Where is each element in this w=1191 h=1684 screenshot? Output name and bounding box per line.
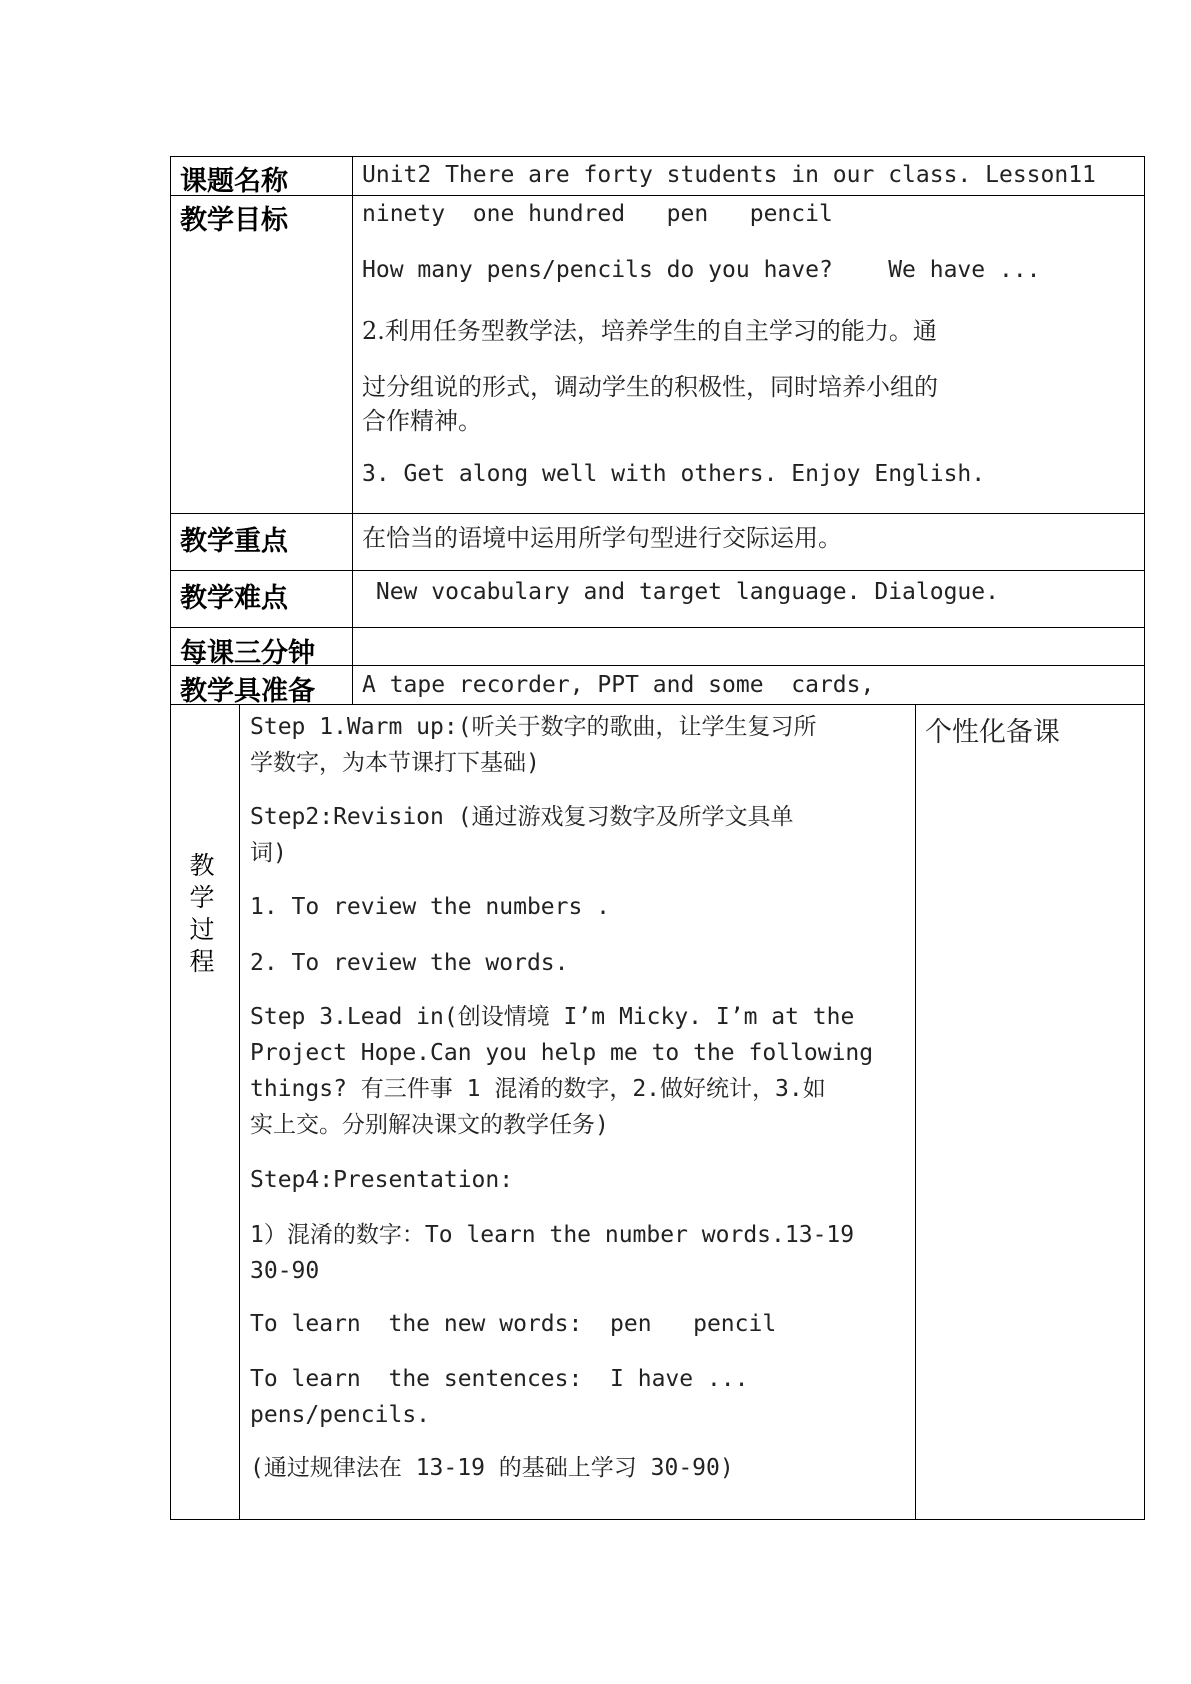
process-step: To learn the sentences: I have ... pens/pencils. (250, 1366, 749, 1428)
label-column-divider (352, 156, 353, 704)
process-label-divider (239, 704, 240, 1519)
process-step: To learn the new words: pen pencil (250, 1311, 777, 1337)
process-label-char: 过 (189, 915, 215, 944)
process-step: Step4:Presentation: (250, 1167, 514, 1193)
process-step: 1. To review the numbers . (250, 894, 611, 920)
materials-value: A tape recorder, PPT and some cards, (362, 672, 875, 698)
process-label (187, 850, 217, 978)
objectives-line-1: ninety one hundred pen pencil (362, 201, 833, 227)
side-column-divider (915, 704, 916, 1519)
row-divider (170, 704, 1145, 705)
personalized-prep-label: 个性化备课 (925, 717, 1060, 748)
process-step: 1）混淆的数字：To learn the number words.13-19 30-90 (250, 1222, 855, 1284)
table-border-bottom (170, 1519, 1145, 1520)
key-points-label: 教学重点 (180, 526, 288, 557)
objectives-line-4: 过分组说的形式，调动学生的积极性，同时培养小组的 (362, 373, 938, 401)
difficulties-value: New vocabulary and target language. Dialogue. (362, 579, 999, 605)
process-label-char: 教 (189, 851, 215, 880)
row-divider (170, 665, 1145, 666)
process-step: 2. To review the words. (250, 950, 569, 976)
process-step: (通过规律法在 13-19 的基础上学习 30-90) (250, 1455, 734, 1481)
objectives-label: 教学目标 (180, 205, 288, 236)
process-step: Step2:Revision (通过游戏复习数字及所学文具单 词) (250, 804, 794, 866)
process-step: Step 1.Warm up:(听关于数字的歌曲，让学生复习所 学数字，为本节课打下基础) (250, 714, 817, 776)
materials-label: 教学具准备 (180, 676, 315, 707)
table-border-left (170, 156, 171, 1520)
title-label: 课题名称 (180, 166, 288, 197)
three-minutes-label: 每课三分钟 (180, 638, 315, 669)
objectives-line-5: 合作精神。 (362, 407, 482, 435)
lesson-plan-table (170, 156, 1145, 1520)
key-points-value: 在恰当的语境中运用所学句型进行交际运用。 (362, 524, 842, 552)
row-divider (170, 570, 1145, 571)
row-divider (170, 627, 1145, 628)
process-label-char: 学 (189, 883, 215, 912)
table-border-right (1144, 156, 1145, 1520)
process-label-char: 程 (189, 947, 215, 976)
objectives-line-2: How many pens/pencils do you have? We have ... (362, 257, 1041, 283)
row-divider (170, 195, 1145, 196)
objectives-line-3: 2.利用任务型教学法，培养学生的自主学习的能力。通 (362, 317, 937, 345)
process-step: Step 3.Lead in(创设情境 I’m Micky. I’m at the Project Hope.Can you help me to the following things? 有三件事 1 混淆的数字，2.做好统计，3.如 实上交。分别解决课文的教学任务) (250, 1004, 874, 1138)
title-value: Unit2 There are forty students in our class. Lesson11 (362, 162, 1096, 188)
objectives-line-6: 3. Get along well with others. Enjoy English. (362, 461, 986, 487)
difficulties-label: 教学难点 (180, 583, 288, 614)
table-border-top (170, 156, 1145, 157)
row-divider (170, 513, 1145, 514)
